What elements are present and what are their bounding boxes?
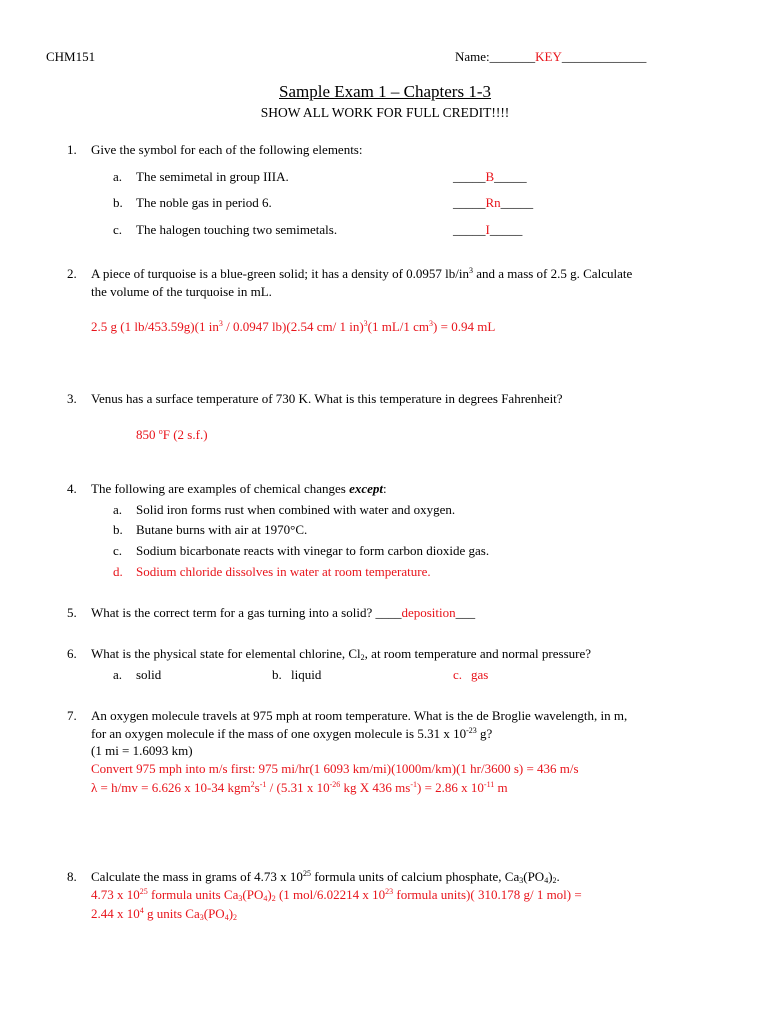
page-subtitle: SHOW ALL WORK FOR FULL CREDIT!!!! <box>260 105 510 120</box>
q3-number: 3. <box>67 391 77 406</box>
q2-line2: the volume of the turquoise in mL. <box>91 284 272 299</box>
q2-number: 2. <box>67 266 77 281</box>
name-field <box>455 49 646 64</box>
q4-option-letter: b. <box>113 522 123 537</box>
q7-line1: An oxygen molecule travels at 975 mph at room temperature. What is the de Broglie wavelength, in m, <box>91 708 628 723</box>
q7-answer-line2: λ = h/mv = 6.626 x 10-34 $kgm^2s^{-1} / (5.31$ x $10^{-26}$ kg X 436 $ms^{-1}) = 2.86$ x $10^{-11}$ m <box>91 780 508 795</box>
q1-part-text: The noble gas in period 6. <box>136 195 272 210</box>
q1-number: 1. <box>67 142 77 157</box>
q6-option-letter: a. <box>113 667 123 682</box>
q4-option-letter: a. <box>113 502 123 517</box>
q5-number: 5. <box>67 605 77 620</box>
q3-text: Venus has a surface temperature of 730 K. What is this temperature in degrees Fahrenheit? <box>91 391 563 406</box>
q4-option-letter: d. <box>113 564 123 579</box>
q7-line2: for an oxygen molecule if the mass of one oxygen molecule is 5.31 x $10^{-23}$ g? <box>91 726 493 741</box>
q5-answer: deposition <box>401 605 456 620</box>
q1-part-answer: _____B_____ <box>453 169 527 184</box>
q1-part-text: The halogen touching two semimetals. <box>136 222 338 237</box>
q6-option-letter: b. <box>272 667 282 682</box>
course-code: CHM151 <box>46 49 96 64</box>
q1-part-text: The semimetal in group IIIA. <box>136 169 289 184</box>
q6-option-text-correct: gas <box>471 667 489 682</box>
name-value: KEY <box>535 49 562 64</box>
q1-part-answer: _____I_____ <box>453 222 523 237</box>
q6-option-text: liquid <box>291 667 322 682</box>
q6-option-text: solid <box>136 667 162 682</box>
q4-option-letter: c. <box>113 543 123 558</box>
q1-part-letter: c. <box>113 222 123 237</box>
q1-part-answer: _____Rn_____ <box>453 195 534 210</box>
q7-number: 7. <box>67 708 77 723</box>
name-label: Name: <box>455 49 490 64</box>
q6-text: What is the physical state for elemental chlorine, $Cl_2$, at room temperature and normal pressure? <box>91 646 591 662</box>
q1-part-letter: a. <box>113 169 123 184</box>
q4-text: The following are examples of chemical changes except: <box>91 481 387 496</box>
name-blank-left: _______ <box>489 49 536 64</box>
q3-answer: 850 $^o$F (2 s.f.) <box>136 427 208 442</box>
q2-answer: 2.5 g (1 lb/453.59g)(1 $in^3 / 0.0947$ lb)(2.54 cm/ 1 in)$^3$(1 mL/1 $cm^3) = 0.94$ mL <box>91 319 496 334</box>
q8-answer-line1: 4.73 x $10^{25}$ formula units $Ca_3(PO_4)_2$ (1 mol/6.02214 x $10^{23}$ formula units)( 310.178 g/ 1 mol) = <box>91 887 582 903</box>
q1-part-letter: b. <box>113 195 123 210</box>
q6-option-letter: c. <box>453 667 463 682</box>
page-title: Sample Exam 1 – Chapters 1-3 <box>279 82 491 101</box>
name-blank-right: _____________ <box>561 49 647 64</box>
q4-option-text: Butane burns with air at 1970°C. <box>136 522 308 537</box>
q4-option-text-correct: Sodium chloride dissolves in water at room temperature. <box>136 564 431 579</box>
q8-line1: Calculate the mass in grams of 4.73 x $10^{25}$ formula units of calcium phosphate, $Ca_3(PO_4)_2$. <box>91 869 560 885</box>
q8-number: 8. <box>67 869 77 884</box>
q2-line1: A piece of turquoise is a blue-green solid; it has a density of 0.0957 $lb/in^3$ and a mass of 2.5 g. Calculate <box>91 266 633 281</box>
q4-number: 4. <box>67 481 77 496</box>
q1-text: Give the symbol for each of the following elements: <box>91 142 363 157</box>
q4-option-text: Sodium bicarbonate reacts with vinegar to form carbon dioxide gas. <box>136 543 490 558</box>
q5-text: What is the correct term for a gas turning into a solid? ____deposition___ <box>91 605 476 620</box>
q7-line3: (1 mi = 1.6093 km) <box>91 743 193 758</box>
q7-answer-line1: Convert 975 mph into m/s first: 975 mi/hr(1 6093 km/mi)(1000m/km)(1 hr/3600 s) = 436 m/s <box>91 761 579 776</box>
q4-option-text: Solid iron forms rust when combined with water and oxygen. <box>136 502 456 517</box>
q6-number: 6. <box>67 646 77 661</box>
q8-answer-line2: 2.44 x $10^4$ g units $Ca_3(PO_4)_2$ <box>91 906 238 922</box>
